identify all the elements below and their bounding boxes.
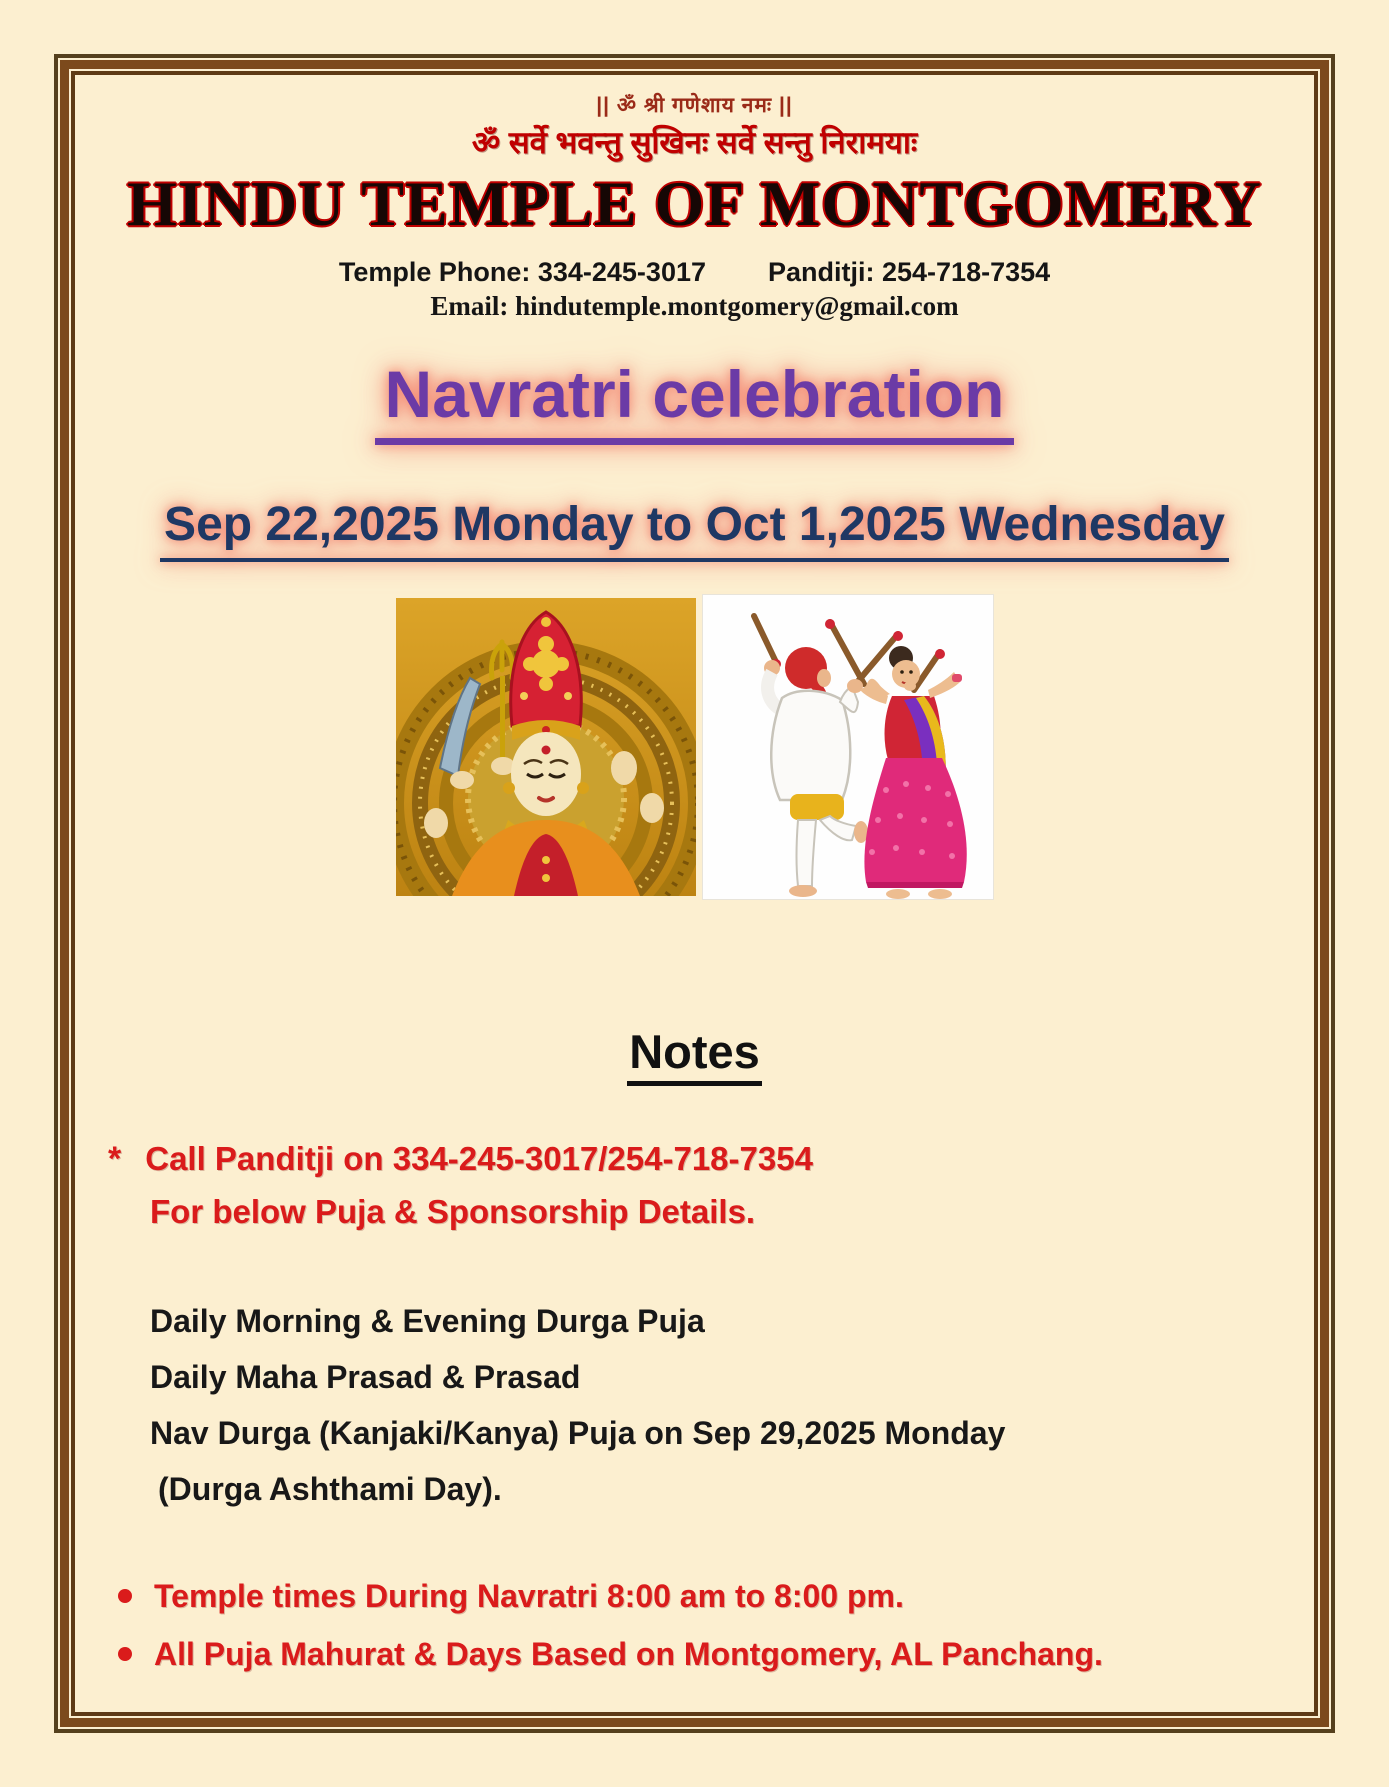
puja-line: Nav Durga (Kanjaki/Kanya) Puja on Sep 29,2025 Monday	[150, 1415, 1006, 1451]
temple-name-title: HINDU TEMPLE OF MONTGOMERY	[127, 168, 1262, 239]
notes-heading: Notes	[627, 1024, 762, 1086]
event-images	[80, 594, 1309, 900]
durga-idol-image	[396, 598, 696, 896]
asterisk-marker: *	[108, 1140, 122, 1178]
panchang-note-text: All Puja Mahurat & Days Based on Montgomery, AL Panchang.	[154, 1636, 1103, 1672]
bullet-dot-icon	[118, 1589, 132, 1603]
event-title: Navratri celebration	[375, 356, 1015, 445]
contact-phones	[80, 257, 1309, 288]
notes-bullet-list	[80, 1567, 1309, 1683]
call-panditji-text: Call Panditji on 334-245-3017/254-718-7354	[145, 1140, 813, 1177]
bullet-item	[118, 1567, 1309, 1625]
bullet-dot-icon	[118, 1647, 132, 1661]
event-dates: Sep 22,2025 Monday to Oct 1,2025 Wednesday	[160, 497, 1229, 562]
panditji-phone: Panditji: 254-718-7354	[768, 257, 1051, 287]
flyer-content	[80, 77, 1309, 1710]
puja-line: (Durga Ashthami Day).	[158, 1471, 502, 1507]
sanskrit-invocation-line2: ॐ सर्वे भवन्तु सुखिनः सर्वे सन्तु निरामयाः	[471, 125, 918, 160]
notes-body	[80, 1140, 1309, 1683]
bullet-item	[118, 1625, 1309, 1683]
puja-line: Daily Maha Prasad & Prasad	[150, 1359, 581, 1395]
sanskrit-invocation-line1: || ॐ श्री गणेशाय नमः ||	[596, 94, 793, 117]
call-panditji-line	[80, 1140, 1309, 1179]
temple-times-text: Temple times During Navratri 8:00 am to 8:00 pm.	[154, 1578, 904, 1614]
puja-line: Daily Morning & Evening Durga Puja	[150, 1303, 705, 1339]
puja-schedule-block	[80, 1293, 1309, 1517]
dandiya-dancers-image	[702, 594, 994, 900]
temple-phone: Temple Phone: 334-245-3017	[338, 257, 706, 287]
sponsorship-details-line: For below Puja & Sponsorship Details.	[150, 1193, 756, 1230]
temple-email: Email: hindutemple.montgomery@gmail.com	[430, 291, 959, 321]
